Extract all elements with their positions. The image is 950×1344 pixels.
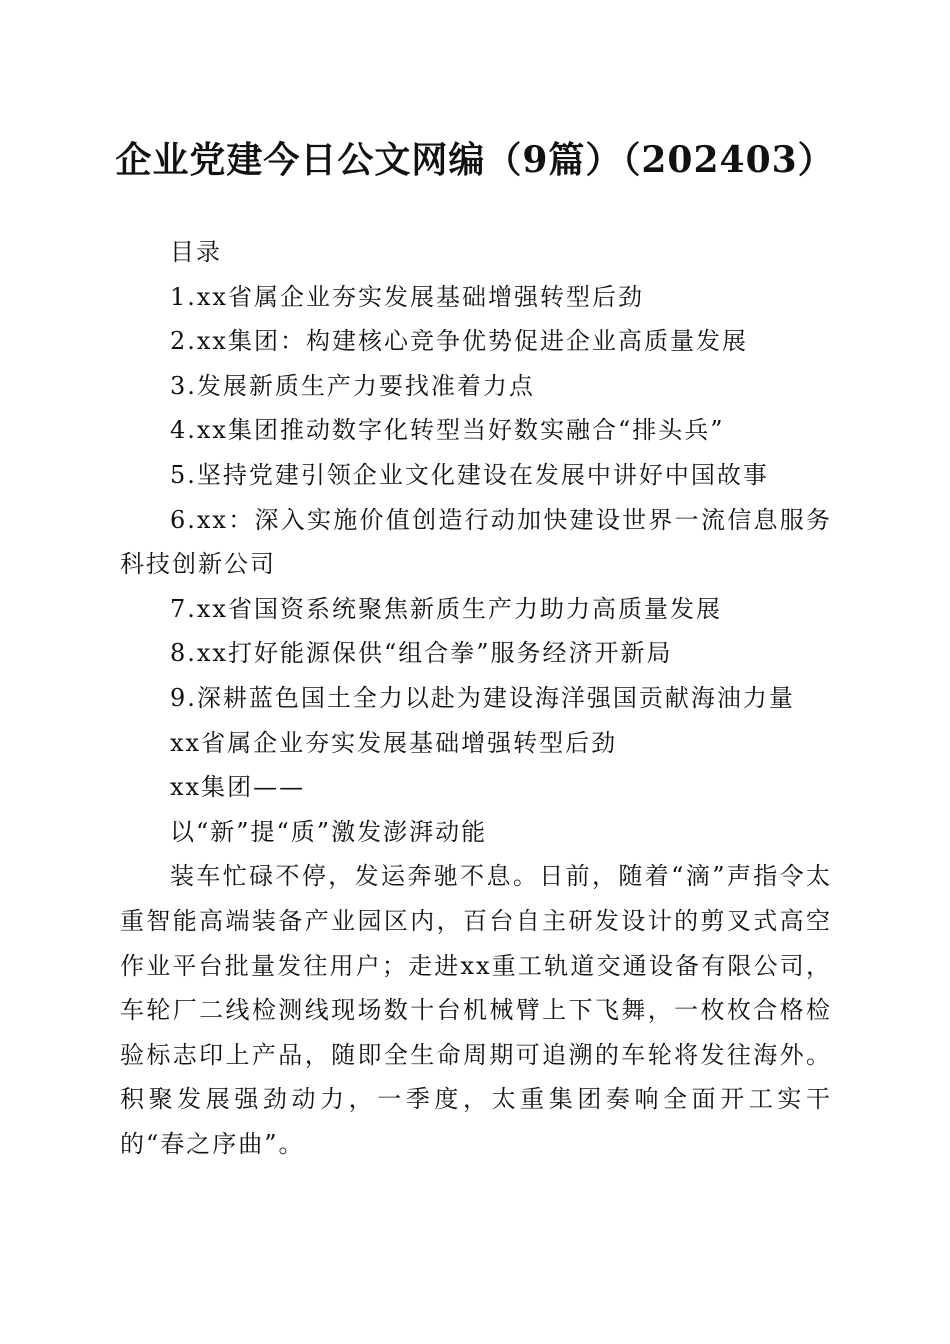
toc-heading: 目录: [170, 238, 222, 266]
toc-item: 9.深耕蓝色国土全力以赴为建设海洋强国贡献海油力量: [170, 683, 795, 712]
toc-item: 7.xx省国资系统聚焦新质生产力助力高质量发展: [170, 594, 722, 623]
document-body: [120, 230, 832, 1166]
section-title: xx省属企业夯实发展基础增强转型后劲: [170, 728, 618, 757]
toc-item: 8.xx打好能源保供“组合拳”服务经济开新局: [170, 639, 673, 668]
toc-item: 5.坚持党建引领企业文化建设在发展中讲好中国故事: [170, 460, 769, 489]
toc-item: 6.xx：深入实施价值创造行动加快建设世界一流信息服务科技创新公司: [120, 505, 832, 579]
toc-item: 4.xx集团推动数字化转型当好数实融合“排头兵”: [170, 416, 725, 445]
subheading: xx集团——: [170, 773, 306, 802]
toc-item: 1.xx省属企业夯实发展基础增强转型后劲: [170, 282, 644, 311]
document-title: 企业党建今日公文网编（9篇）（202403）: [115, 139, 835, 181]
toc-item: 2.xx集团：构建核心竞争优势促进企业高质量发展: [170, 327, 748, 356]
subheading: 以“新”提“质”激发澎湃动能: [170, 817, 488, 846]
body-paragraph: 装车忙碌不停，发运奔驰不息。日前，随着“滴”声指令太重智能高端装备产业园区内，百台自主研发设计的剪叉式高空作业平台批量发往用户；走进xx重工轨道交通设备有限公司，车轮厂二线检测线现场数十台机械臂上下飞舞，一枚枚合格检验标志印上产品，随即全生命周期可追溯的车轮将发往海外。积聚发展强劲动力，一季度，太重集团奏响全面开工实干的“春之序曲”。: [120, 862, 832, 1158]
toc-item: 3.发展新质生产力要找准着力点: [170, 371, 535, 400]
